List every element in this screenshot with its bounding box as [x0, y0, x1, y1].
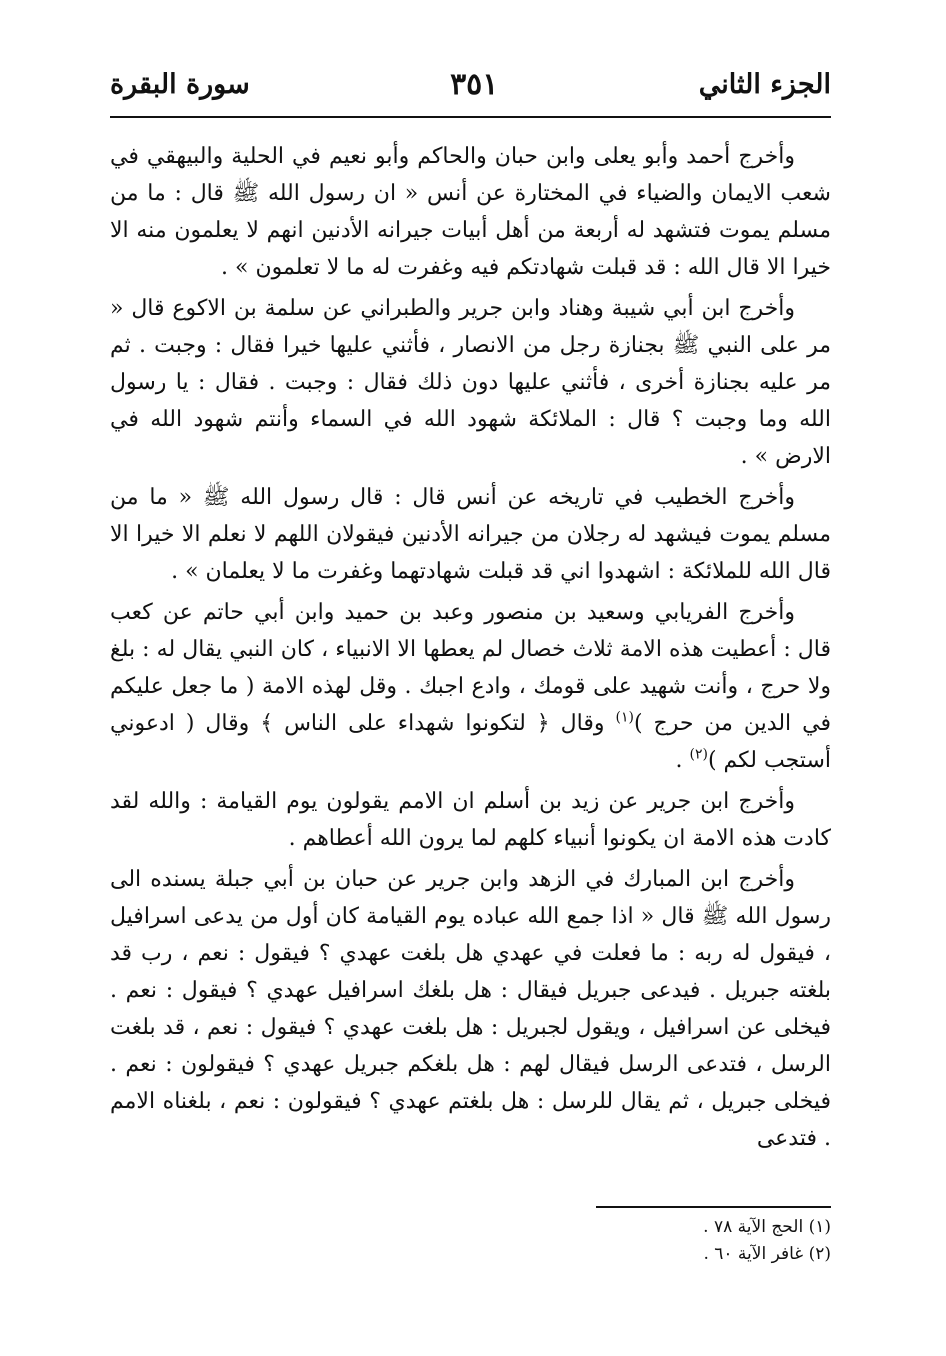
paragraph-1: وأخرج أحمد وأبو يعلى وابن حبان والحاكم وأبو نعيم في الحلية والبيهقي في شعب الايمان والضياء في المختارة عن أنس « ان رسول الله ﷺ قال : ما من مسلم يموت فتشهد له أربعة من أهل أبيات جيرانه الأدنين انهم لا يعلمون منه الا خيرا الا قال الله : قد قبلت شهادتكم فيه وغفرت له ما لا تعلمون » .	[110, 144, 831, 280]
header-rule	[110, 116, 831, 118]
footnote-ref-2: (٢)	[689, 746, 708, 763]
paragraph-4	[110, 594, 831, 779]
header-part-title: الجزء الثاني	[698, 68, 831, 100]
paragraph-4-text-a: وأخرج الفريابي وسعيد بن منصور وعبد بن حميد وابن أبي حاتم عن كعب قال : أعطيت هذه الامة ثلاث خصال لم يعطها الا الانبياء ، كان النبي يقال له : بلغ ولا حرج ، وأنت شهيد على قومك ، وادع اجبك . وقل لهذه الامة ( ما جعل عليكم في الدين من حرج )	[110, 600, 831, 736]
page-number: ٣٥١	[450, 66, 499, 102]
paragraph-4-text-c: .	[675, 748, 690, 773]
paragraph-5: وأخرج ابن جرير عن زيد بن أسلم ان الامم يقولون يوم القيامة : والله لقد كادت هذه الامة ان يكونوا أنبياء كلهم لما يرون الله أعطاهم .	[110, 789, 831, 851]
paragraph-6: وأخرج ابن المبارك في الزهد وابن جرير عن حبان بن أبي جبلة يسنده الى رسول الله ﷺ قال « اذا جمع الله عباده يوم القيامة كان أول من يدعى اسرافيل ، فيقول له ربه : ما فعلت في عهدي هل بلغت عهدي ؟ فيقول : نعم ، رب قد بلغته جبريل . فيدعى جبريل فيقال : هل بلغك اسرافيل عهدي ؟ فيقول : نعم . فيخلى عن اسرافيل ، ويقول لجبريل : هل بلغت عهدي ؟ فيقول : نعم ، قد بلغت الرسل ، فتدعى الرسل فيقال لهم : هل بلغكم جبريل عهدي ؟ فيقولون : نعم . فيخلى جبريل ، ثم يقال للرسل : هل بلغتم عهدي ؟ فيقولون : نعم ، بلغناه الامم . فتدعى	[110, 867, 831, 1151]
paragraph-3: وأخرج الخطيب في تاريخه عن أنس قال : قال رسول الله ﷺ « ما من مسلم يموت فيشهد له رجلان من جيرانه الأدنين فيقولان اللهم لا نعلم الا خيرا الا قال الله للملائكة : اشهدوا اني قد قبلت شهادتهما وغفرت ما لا يعلمان » .	[110, 485, 831, 584]
paragraph-4-text-b: وقال ﴿ لتكونوا شهداء على الناس ﴾ وقال ( ادعوني أستجب لكم )	[110, 711, 831, 773]
header-surah-title: سورة البقرة	[110, 68, 250, 100]
footnote-ref-1: (١)	[615, 709, 634, 726]
footnote-rule	[596, 1206, 831, 1208]
footnotes	[703, 1214, 831, 1268]
main-text	[110, 138, 831, 1161]
running-header	[110, 60, 831, 108]
footnote-2: (٢) غافر الآية ٦٠ .	[703, 1244, 831, 1264]
footnote-1: (١) الحج الآية ٧٨ .	[703, 1217, 831, 1237]
paragraph-2: وأخرج ابن أبي شيبة وهناد وابن جرير والطبراني عن سلمة بن الاكوع قال « مر على النبي ﷺ بجنازة رجل من الانصار ، فأثني عليها خيرا فقال : وجبت . ثم مر عليه بجنازة أخرى ، فأثني عليها دون ذلك فقال : وجبت . فقال : يا رسول الله وما وجبت ؟ قال : الملائكة شهود الله في السماء وأنتم شهود الله في الارض » .	[110, 296, 831, 469]
